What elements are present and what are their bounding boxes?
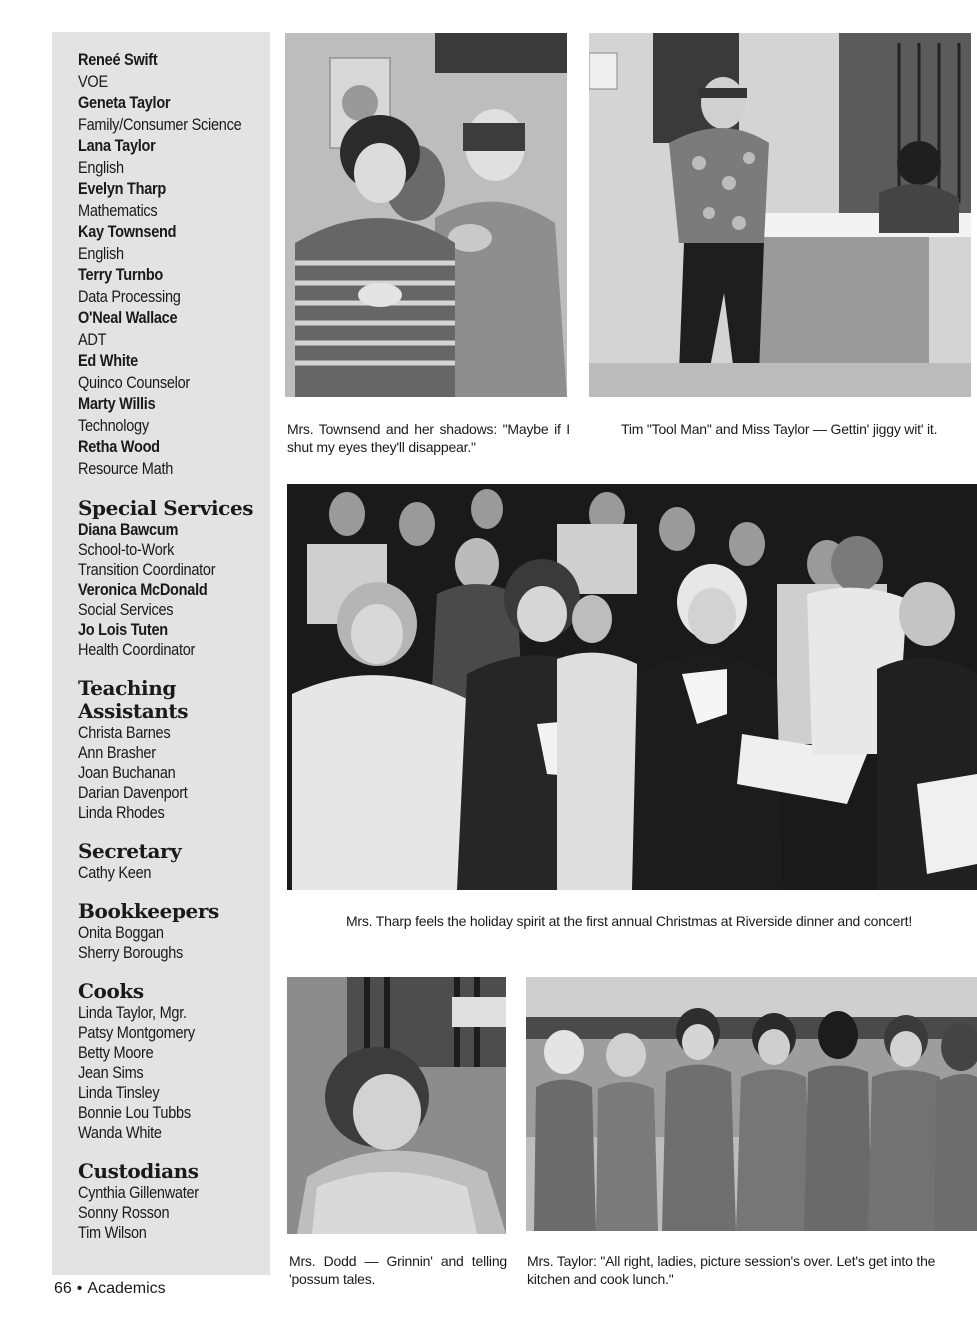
staff-role: Family/Consumer Science — [78, 115, 242, 134]
bookkeepers-section — [78, 900, 268, 963]
teaching-assistants-list — [78, 723, 268, 823]
staff-role: Technology — [78, 416, 149, 435]
staff-name: Veronica McDonald — [78, 581, 208, 599]
staff-entry — [78, 179, 268, 222]
page-number: 66 — [54, 1280, 72, 1297]
staff-name: Ann Brasher — [78, 744, 156, 762]
staff-name: Ed White — [78, 352, 139, 370]
staff-name: Geneta Taylor — [78, 94, 171, 112]
custodians-list — [78, 1183, 268, 1243]
photo-dodd — [287, 977, 506, 1234]
staff-role: Mathematics — [78, 201, 158, 220]
staff-name: Sonny Rosson — [78, 1204, 170, 1222]
custodians-section — [78, 1160, 268, 1243]
staff-name: Reneé Swift — [78, 51, 158, 69]
bullet-separator: • — [76, 1280, 83, 1297]
staff-role: Resource Math — [78, 459, 174, 478]
staff-name: Terry Turnbo — [78, 266, 164, 284]
staff-name: Retha Wood — [78, 438, 160, 456]
section-heading: Teaching — [78, 676, 176, 700]
staff-list — [78, 50, 268, 480]
staff-name: Diana Bawcum — [78, 521, 179, 539]
photo-cooks — [526, 977, 977, 1231]
caption-townsend: Mrs. Townsend and her shadows: "Maybe if I shut my eyes they'll disappear." — [287, 421, 570, 455]
section-heading: Secretary — [78, 839, 182, 863]
staff-entry — [78, 265, 268, 308]
cooks-section — [78, 980, 268, 1143]
special-services-section — [78, 497, 268, 660]
staff-name: O'Neal Wallace — [78, 309, 178, 327]
secretary-section — [78, 840, 268, 883]
staff-sidebar — [52, 32, 270, 1275]
staff-role: Health Coordinator — [78, 641, 196, 659]
section-heading: Bookkeepers — [78, 899, 219, 923]
staff-entry — [78, 222, 268, 265]
secretary-list — [78, 863, 268, 883]
staff-name: Marty Willis — [78, 395, 156, 413]
staff-role: VOE — [78, 72, 108, 91]
staff-entry — [78, 394, 268, 437]
staff-role: School-to-Work — [78, 541, 175, 559]
staff-name: Onita Boggan — [78, 924, 164, 942]
caption-tharp: Mrs. Tharp feels the holiday spirit at the first annual Christmas at Riverside dinner and concert! — [345, 913, 913, 929]
staff-role: Social Services — [78, 601, 174, 619]
staff-role: ADT — [78, 330, 107, 349]
caption-tool-man: Tim "Tool Man" and Miss Taylor — Gettin' jiggy wit' it. — [621, 421, 938, 437]
photo-townsend — [285, 33, 567, 397]
section-name: Academics — [87, 1280, 166, 1297]
staff-name: Jean Sims — [78, 1064, 144, 1082]
staff-name: Lana Taylor — [78, 137, 156, 155]
bookkeepers-list — [78, 923, 268, 963]
staff-name: Joan Buchanan — [78, 764, 176, 782]
staff-name: Linda Rhodes — [78, 804, 165, 822]
special-services-list — [78, 520, 268, 660]
staff-entry — [78, 437, 268, 480]
staff-name: Christa Barnes — [78, 724, 171, 742]
staff-entry — [78, 136, 268, 179]
staff-entry — [78, 93, 268, 136]
staff-name: Betty Moore — [78, 1044, 154, 1062]
staff-name: Cynthia Gillenwater — [78, 1184, 199, 1202]
staff-name: Linda Taylor, Mgr. — [78, 1004, 187, 1022]
staff-entry — [78, 50, 268, 93]
staff-name: Kay Townsend — [78, 223, 177, 241]
caption-cooks: Mrs. Taylor: "All right, ladies, picture session's over. Let's get into the kitchen and cook lunch." — [527, 1253, 936, 1287]
staff-entry — [78, 308, 268, 351]
photo-tharp-concert — [287, 484, 977, 890]
staff-name: Cathy Keen — [78, 864, 152, 882]
cooks-list — [78, 1003, 268, 1143]
staff-name: Jo Lois Tuten — [78, 621, 168, 639]
staff-name: Wanda White — [78, 1124, 162, 1142]
staff-entry — [78, 351, 268, 394]
staff-name: Linda Tinsley — [78, 1084, 160, 1102]
staff-role: Data Processing — [78, 287, 181, 306]
section-heading: Custodians — [78, 1159, 199, 1183]
staff-name: Bonnie Lou Tubbs — [78, 1104, 191, 1122]
staff-role: Quinco Counselor — [78, 373, 191, 392]
staff-role: English — [78, 244, 124, 263]
staff-name: Patsy Montgomery — [78, 1024, 195, 1042]
staff-role: English — [78, 158, 124, 177]
page-folio — [54, 1280, 166, 1298]
staff-name: Tim Wilson — [78, 1224, 147, 1242]
staff-name: Evelyn Tharp — [78, 180, 167, 198]
staff-role: Transition Coordinator — [78, 561, 216, 579]
staff-name: Darian Davenport — [78, 784, 188, 802]
section-heading-line2: Assistants — [78, 699, 189, 723]
caption-dodd: Mrs. Dodd — Grinnin' and telling 'possum tales. — [289, 1253, 507, 1287]
section-heading: Special Services — [78, 496, 254, 520]
photo-tool-man — [589, 33, 971, 397]
teaching-assistants-section — [78, 677, 268, 823]
section-heading: Cooks — [78, 979, 144, 1003]
sidebar-content — [78, 50, 268, 1243]
staff-name: Sherry Boroughs — [78, 944, 184, 962]
